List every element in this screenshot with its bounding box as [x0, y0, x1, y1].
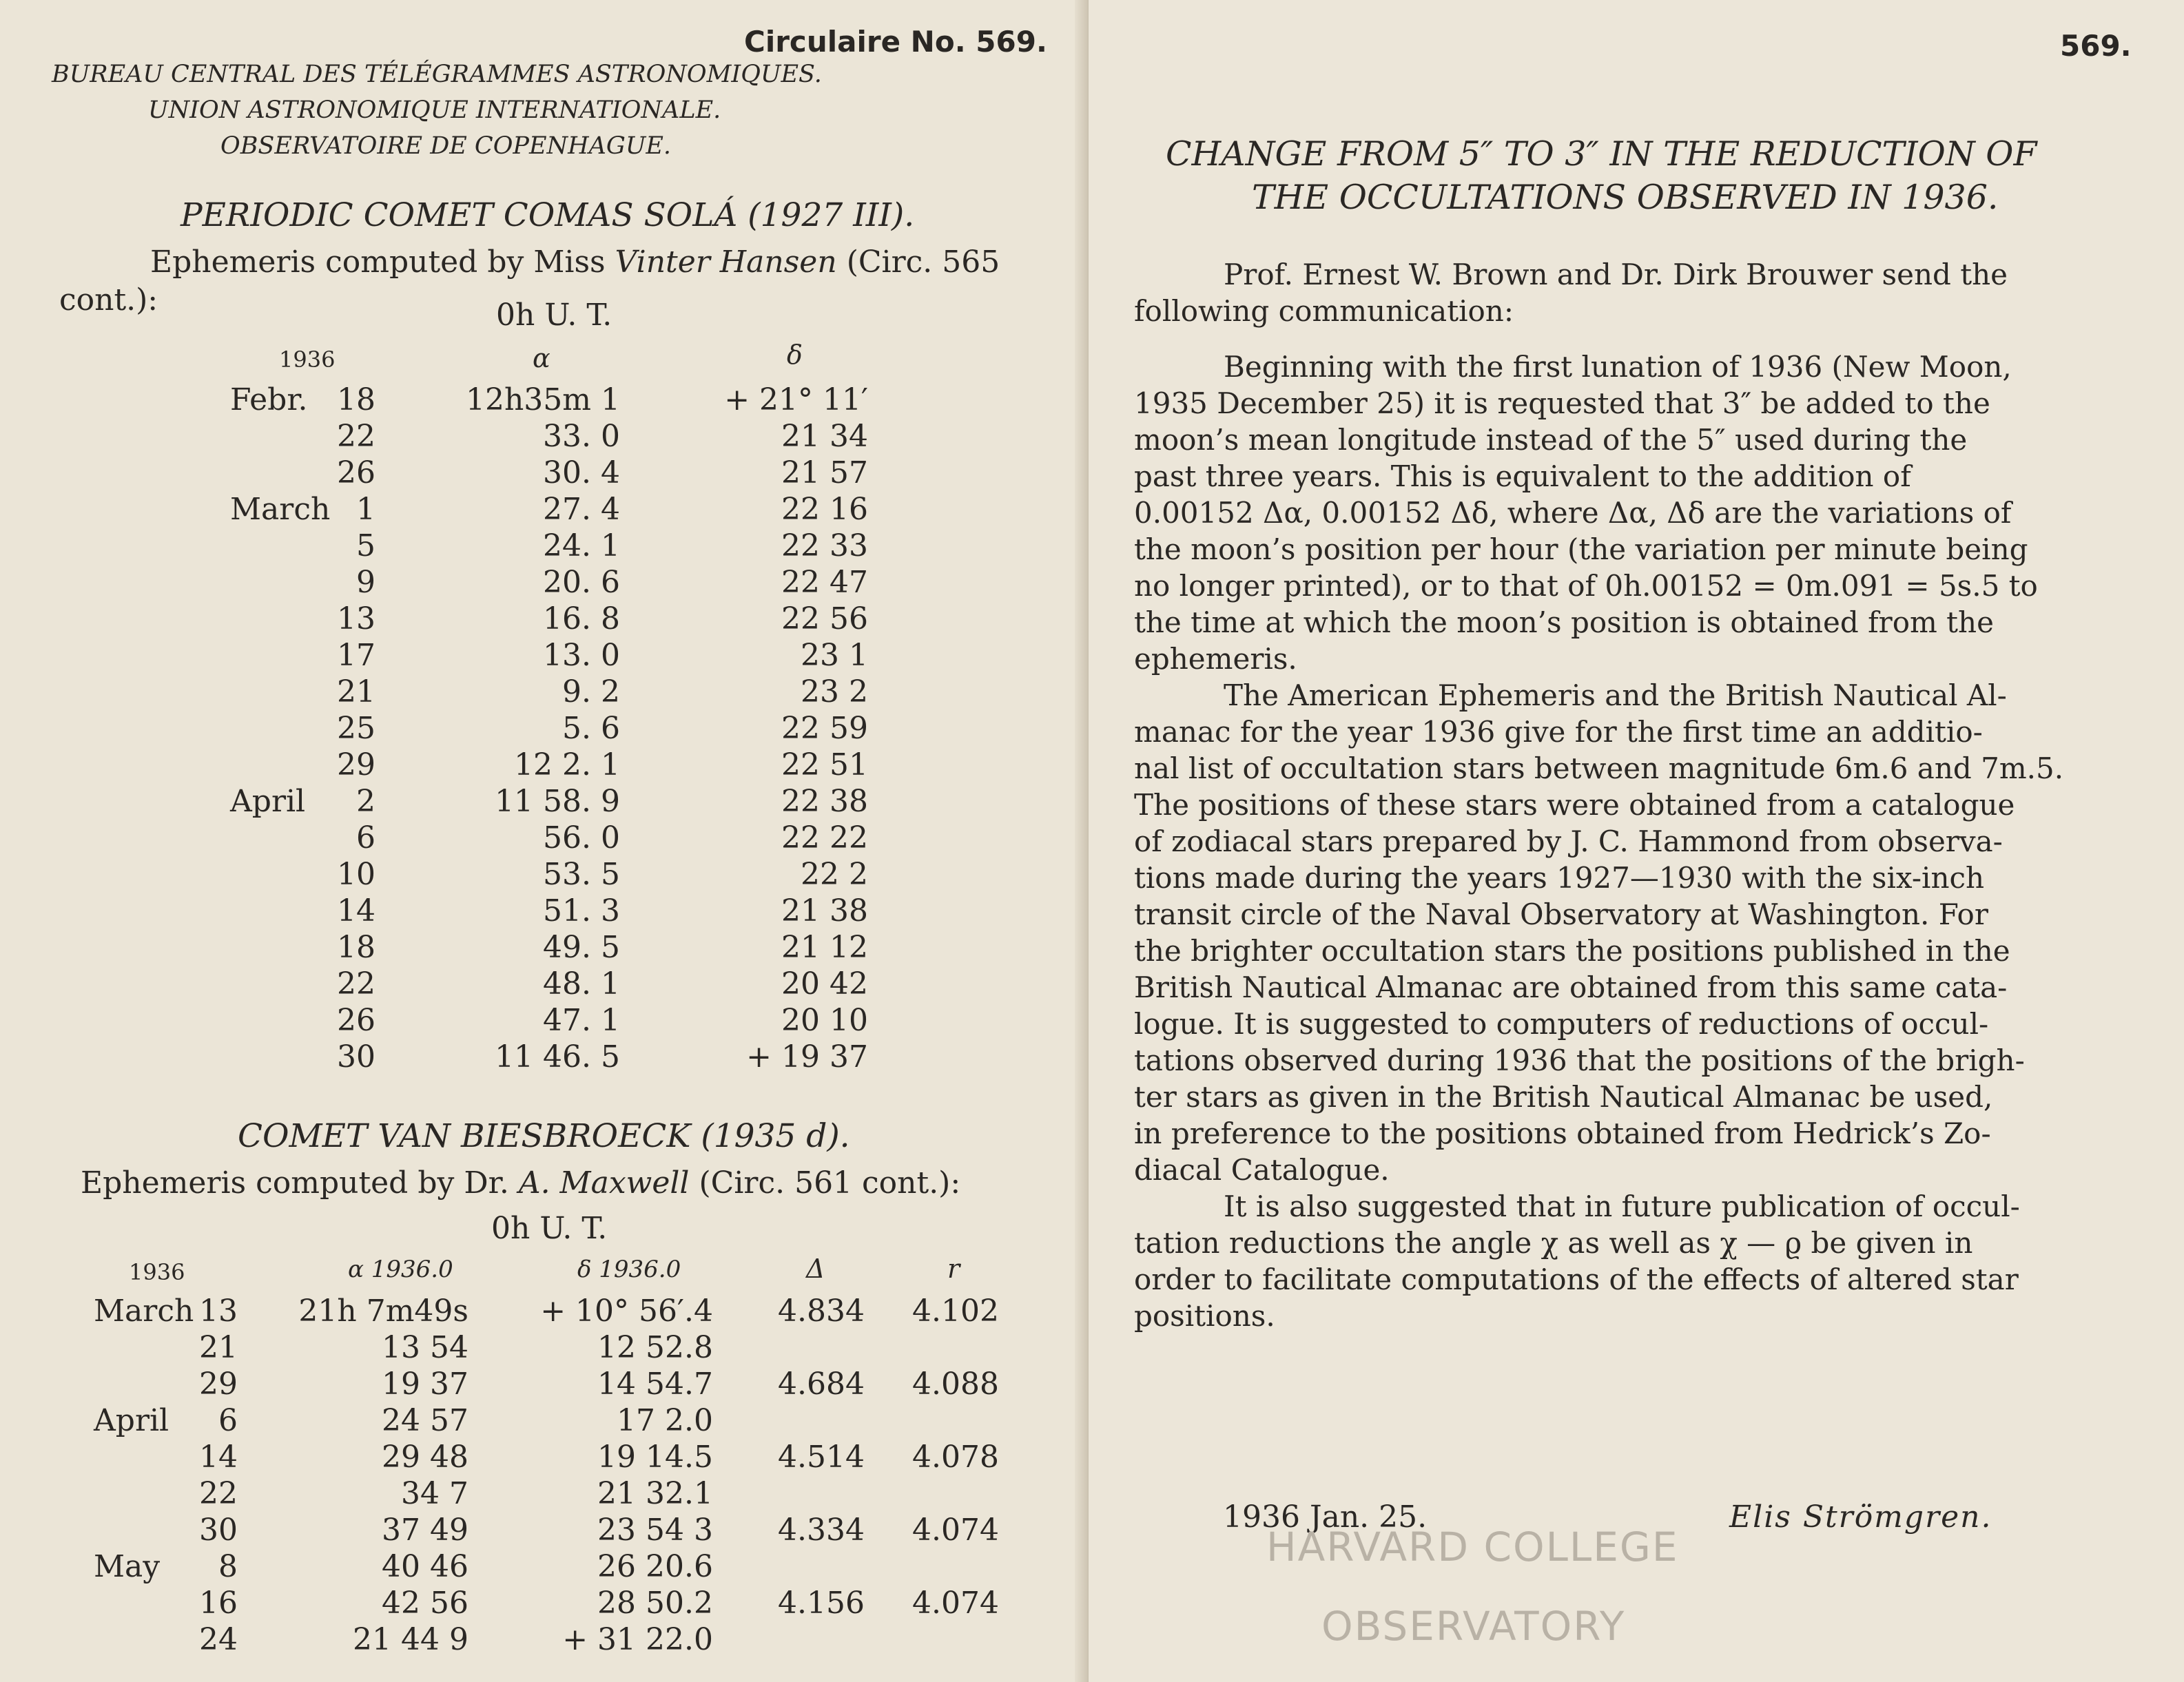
article-line: Beginning with the first lunation of 1936 (New Moon, — [1224, 350, 2012, 384]
comet2-day-cell: 6 — [218, 1403, 238, 1438]
article-paragraph — [1134, 1188, 2126, 1334]
comet2-day-cell: 14 — [199, 1440, 238, 1475]
comet1-day-cell: 6 — [356, 820, 375, 855]
page-number: 569. — [2060, 29, 2132, 63]
comet2-delta-cell: + 10° 56′.4 — [540, 1294, 713, 1329]
comet1-alpha-cell: 30. 4 — [543, 455, 620, 490]
article-line: the time at which the moon’s position is obtained from the — [1134, 605, 1994, 639]
article-line: The positions of these stars were obtained from a catalogue — [1134, 788, 2015, 822]
comet2-Delta-cell: 4.514 — [778, 1440, 865, 1475]
comet1-alpha-cell: 12 2. 1 — [514, 747, 620, 782]
comet1-day-cell: 1 — [356, 492, 375, 527]
comet1-alpha-cell: 56. 0 — [543, 820, 620, 855]
article-paragraph — [1134, 349, 2126, 677]
library-stamp-line-1: HARVARD COLLEGE — [1266, 1524, 1679, 1570]
comet2-r-cell — [899, 1621, 999, 1658]
comet1-day-column — [313, 382, 375, 1075]
article-paragraph — [1134, 677, 2126, 1188]
comet2-r-cell: 4.102 — [912, 1294, 999, 1329]
comet2-month-cell: March — [94, 1294, 194, 1329]
comet2-col-Delta: Δ — [806, 1254, 825, 1284]
comet1-alpha-cell: 48. 1 — [543, 966, 620, 1001]
computer-name: A. Maxwell — [518, 1165, 690, 1201]
comet1-alpha-column — [441, 382, 620, 1075]
comet2-col-year: 1936 — [129, 1259, 185, 1285]
article-paragraph — [1134, 256, 2126, 329]
comet1-delta-cell: + 21° 11′ — [724, 382, 868, 417]
comet2-title: COMET VAN BIESBROECK (1935 d). — [238, 1117, 850, 1155]
comet2-r-cell: 4.088 — [912, 1367, 999, 1402]
comet1-delta-cell: 22 33 — [781, 528, 868, 563]
comet1-day-cell: 17 — [337, 638, 375, 673]
article-line: 1935 December 25) it is requested that 3″ be added to the — [1134, 386, 1990, 420]
comet1-alpha-cell: 13. 0 — [543, 638, 620, 673]
comet2-intro: Ephemeris computed by Dr. A. Maxwell (Circ. 561 cont.): — [81, 1165, 961, 1201]
comet1-day-cell: 13 — [337, 601, 375, 636]
comet2-delta-cell: 19 14.5 — [597, 1440, 713, 1475]
comet1-delta-cell: 22 47 — [781, 565, 868, 600]
comet2-delta-cell: 12 52.8 — [597, 1330, 713, 1365]
comet1-day-cell: 9 — [356, 565, 375, 600]
article-line: diacal Catalogue. — [1134, 1153, 1390, 1187]
comet2-delta-cell: 17 2.0 — [617, 1403, 713, 1438]
comet1-day-cell: 5 — [356, 528, 375, 563]
comet1-delta-cell: 20 10 — [781, 1003, 868, 1038]
comet1-alpha-cell: 24. 1 — [543, 528, 620, 563]
comet1-alpha-cell: 9. 2 — [562, 674, 620, 709]
article-line: logue. It is suggested to computers of reductions of occul- — [1134, 1007, 1989, 1041]
article-line: ter stars as given in the British Nautical Almanac be used, — [1134, 1080, 1993, 1114]
comet1-day-cell: 2 — [356, 784, 375, 819]
comet1-day-cell: 29 — [337, 747, 375, 782]
comet1-alpha-cell: 20. 6 — [543, 565, 620, 600]
comet1-day-cell: 18 — [337, 382, 375, 417]
article-line: of zodiacal stars prepared by J. C. Hammond from observa- — [1134, 824, 2003, 858]
comet1-delta-cell: 21 34 — [781, 419, 868, 454]
comet2-r-cell — [899, 1329, 999, 1366]
comet1-time-label: 0h U. T. — [496, 298, 612, 333]
comet1-delta-cell: 22 16 — [781, 492, 868, 527]
article-line: moon’s mean longitude instead of the 5″ used during the — [1134, 423, 1968, 457]
computer-name: Vinter Hansen — [615, 245, 837, 280]
comet1-delta-cell: 22 59 — [781, 711, 868, 746]
comet1-delta-cell: 21 38 — [781, 893, 868, 928]
article-line: nal list of occultation stars between magnitude 6m.6 and 7m.5. — [1134, 751, 2064, 785]
comet1-col-alpha: α — [533, 343, 550, 373]
comet2-month-cell: May — [94, 1549, 161, 1584]
comet2-Delta-cell — [765, 1548, 865, 1585]
comet2-day-column — [176, 1293, 238, 1658]
article-line: British Nautical Almanac are obtained from this same cata- — [1134, 970, 2008, 1004]
comet1-delta-cell: 22 38 — [781, 784, 868, 819]
article-line: following communication: — [1134, 294, 1514, 328]
article-line: transit circle of the Naval Observatory at Washington. For — [1134, 897, 1988, 931]
comet1-delta-cell: 22 22 — [781, 820, 868, 855]
comet1-alpha-cell: 11 46. 5 — [495, 1039, 620, 1074]
comet2-day-cell: 8 — [218, 1549, 238, 1584]
comet2-time-label: 0h U. T. — [491, 1211, 608, 1246]
comet1-delta-cell: 23 1 — [801, 638, 868, 673]
comet2-Delta-cell — [765, 1475, 865, 1512]
comet2-delta-cell: 14 54.7 — [597, 1367, 713, 1402]
comet2-alpha-column — [296, 1293, 468, 1658]
signature: Elis Strömgren. — [1729, 1499, 1992, 1535]
comet2-alpha-cell: 37 49 — [382, 1513, 468, 1548]
comet1-day-cell: 30 — [337, 1039, 375, 1074]
org-line-2: UNION ASTRONOMIQUE INTERNATIONALE. — [148, 96, 721, 124]
comet1-alpha-cell: 16. 8 — [543, 601, 620, 636]
comet1-delta-cell: 20 42 — [781, 966, 868, 1001]
comet2-alpha-cell: 42 56 — [382, 1586, 468, 1621]
comet2-day-cell: 24 — [199, 1622, 238, 1657]
comet1-delta-cell: 22 56 — [781, 601, 868, 636]
comet1-delta-column — [703, 382, 868, 1075]
comet2-day-cell: 16 — [199, 1586, 238, 1621]
comet1-month-cell: April — [230, 784, 306, 819]
comet1-day-cell: 26 — [337, 1003, 375, 1038]
comet2-Delta-cell: 4.156 — [778, 1586, 865, 1621]
article-body — [1134, 256, 2126, 1334]
comet2-alpha-cell: 24 57 — [382, 1403, 468, 1438]
comet1-day-cell: 26 — [337, 455, 375, 490]
comet1-delta-cell: 21 57 — [781, 455, 868, 490]
article-line: the brighter occultation stars the positions published in the — [1134, 934, 2010, 968]
article-line: positions. — [1134, 1299, 1275, 1333]
comet1-delta-cell: 22 51 — [781, 747, 868, 782]
comet2-col-r: r — [947, 1254, 960, 1284]
comet1-day-cell: 10 — [337, 857, 375, 892]
org-line-3: OBSERVATOIRE DE COPENHAGUE. — [220, 132, 672, 160]
comet1-title: PERIODIC COMET COMAS SOLÁ (1927 III). — [181, 196, 915, 234]
comet2-Delta-cell: 4.684 — [778, 1367, 865, 1402]
article-line: no longer printed), or to that of 0h.00152 = 0m.091 = 5s.5 to — [1134, 569, 2038, 603]
comet1-alpha-cell: 12h35m 1 — [465, 382, 620, 417]
comet1-intro: Ephemeris computed by Miss Vinter Hansen (Circ. 565 — [150, 245, 1000, 280]
comet1-alpha-cell: 27. 4 — [543, 492, 620, 527]
comet1-delta-cell: 23 2 — [801, 674, 868, 709]
comet1-alpha-cell: 47. 1 — [543, 1003, 620, 1038]
comet1-alpha-cell: 49. 5 — [543, 930, 620, 965]
comet2-r-cell — [899, 1402, 999, 1439]
article-title-line-1: CHANGE FROM 5″ TO 3″ IN THE REDUCTION OF — [1166, 134, 2037, 174]
comet1-day-cell: 18 — [337, 930, 375, 965]
article-line: order to facilitate computations of the effects of altered star — [1134, 1263, 2019, 1296]
comet2-month-cell: April — [94, 1403, 169, 1438]
comet2-delta-column — [537, 1293, 713, 1658]
comet2-delta-cell: 23 54 3 — [597, 1513, 713, 1548]
comet2-Delta-cell — [765, 1621, 865, 1658]
comet2-col-alpha: α 1936.0 — [348, 1256, 453, 1283]
comet1-alpha-cell: 51. 3 — [543, 893, 620, 928]
comet1-intro-cont: cont.): — [59, 282, 158, 318]
comet1-alpha-cell: 11 58. 9 — [495, 784, 620, 819]
article-line: Prof. Ernest W. Brown and Dr. Dirk Brouwer send the — [1224, 258, 2008, 291]
comet2-alpha-cell: 29 48 — [382, 1440, 468, 1475]
comet2-alpha-cell: 34 7 — [401, 1476, 468, 1511]
comet2-alpha-cell: 21h 7m49s — [298, 1294, 468, 1329]
comet2-delta-cell: + 31 22.0 — [562, 1622, 713, 1657]
article-title-line-2: THE OCCULTATIONS OBSERVED IN 1936. — [1252, 178, 1999, 217]
circular-number: Circulaire No. 569. — [744, 25, 1047, 59]
comet2-Delta-cell — [765, 1329, 865, 1366]
comet1-month-cell: March — [230, 492, 331, 527]
comet1-day-cell: 22 — [337, 966, 375, 1001]
comet1-col-year: 1936 — [279, 346, 336, 373]
comet2-alpha-cell: 19 37 — [382, 1367, 468, 1402]
comet2-Delta-column — [765, 1293, 865, 1658]
comet2-r-column — [899, 1293, 999, 1658]
comet1-day-cell: 22 — [337, 419, 375, 454]
library-stamp-line-2: OBSERVATORY — [1321, 1603, 1626, 1650]
comet2-day-cell: 21 — [199, 1330, 238, 1365]
comet2-col-delta: δ 1936.0 — [577, 1256, 681, 1283]
comet2-delta-cell: 21 32.1 — [597, 1476, 713, 1511]
comet1-delta-cell: + 19 37 — [746, 1039, 868, 1074]
comet2-alpha-cell: 21 44 9 — [353, 1622, 468, 1657]
comet1-month-cell: Febr. — [230, 382, 308, 417]
comet2-day-cell: 22 — [199, 1476, 238, 1511]
article-line: in preference to the positions obtained from Hedrick’s Zo- — [1134, 1117, 1991, 1150]
comet2-r-cell: 4.074 — [912, 1586, 999, 1621]
comet2-day-cell: 13 — [199, 1294, 238, 1329]
article-line: the moon’s position per hour (the variation per minute being — [1134, 532, 2028, 566]
article-line: ephemeris. — [1134, 642, 1297, 676]
article-line: tation reductions the angle χ as well as χ — ϱ be given in — [1134, 1226, 1973, 1260]
comet1-alpha-cell: 5. 6 — [562, 711, 620, 746]
comet1-col-delta: δ — [787, 340, 803, 370]
comet2-alpha-cell: 40 46 — [382, 1549, 468, 1584]
issue-date: 1936 Jan. 25. — [1223, 1499, 1428, 1535]
comet1-delta-cell: 21 12 — [781, 930, 868, 965]
comet2-day-cell: 29 — [199, 1367, 238, 1402]
comet2-Delta-cell: 4.834 — [778, 1294, 865, 1329]
comet2-alpha-cell: 13 54 — [382, 1330, 468, 1365]
article-line: past three years. This is equivalent to the addition of — [1134, 459, 1911, 493]
right-page — [1089, 0, 2184, 1682]
comet1-alpha-cell: 53. 5 — [543, 857, 620, 892]
comet2-Delta-cell — [765, 1402, 865, 1439]
comet2-r-cell — [899, 1475, 999, 1512]
comet2-r-cell: 4.074 — [912, 1513, 999, 1548]
comet1-day-cell: 21 — [337, 674, 375, 709]
org-line-1: BUREAU CENTRAL DES TÉLÉGRAMMES ASTRONOMIQUES. — [52, 61, 822, 88]
comet2-delta-cell: 26 20.6 — [597, 1549, 713, 1584]
article-line: manac for the year 1936 give for the first time an additio- — [1134, 715, 1983, 749]
comet1-delta-cell: 22 2 — [801, 857, 868, 892]
comet2-r-cell — [899, 1548, 999, 1585]
comet1-day-cell: 14 — [337, 893, 375, 928]
article-line: It is also suggested that in future publication of occul- — [1224, 1190, 2020, 1223]
article-line: 0.00152 Δα, 0.00152 Δδ, where Δα, Δδ are the variations of — [1134, 496, 2012, 530]
comet2-day-cell: 30 — [199, 1513, 238, 1548]
comet1-day-cell: 25 — [337, 711, 375, 746]
comet2-delta-cell: 28 50.2 — [597, 1586, 713, 1621]
comet2-r-cell: 4.078 — [912, 1440, 999, 1475]
comet2-Delta-cell: 4.334 — [778, 1513, 865, 1548]
comet1-alpha-cell: 33. 0 — [543, 419, 620, 454]
article-line: tations observed during 1936 that the positions of the brigh- — [1134, 1044, 2025, 1077]
article-line: The American Ephemeris and the British Nautical Al- — [1224, 678, 2007, 712]
left-page — [0, 0, 1089, 1682]
article-line: tions made during the years 1927—1930 with the six-inch — [1134, 861, 1985, 895]
